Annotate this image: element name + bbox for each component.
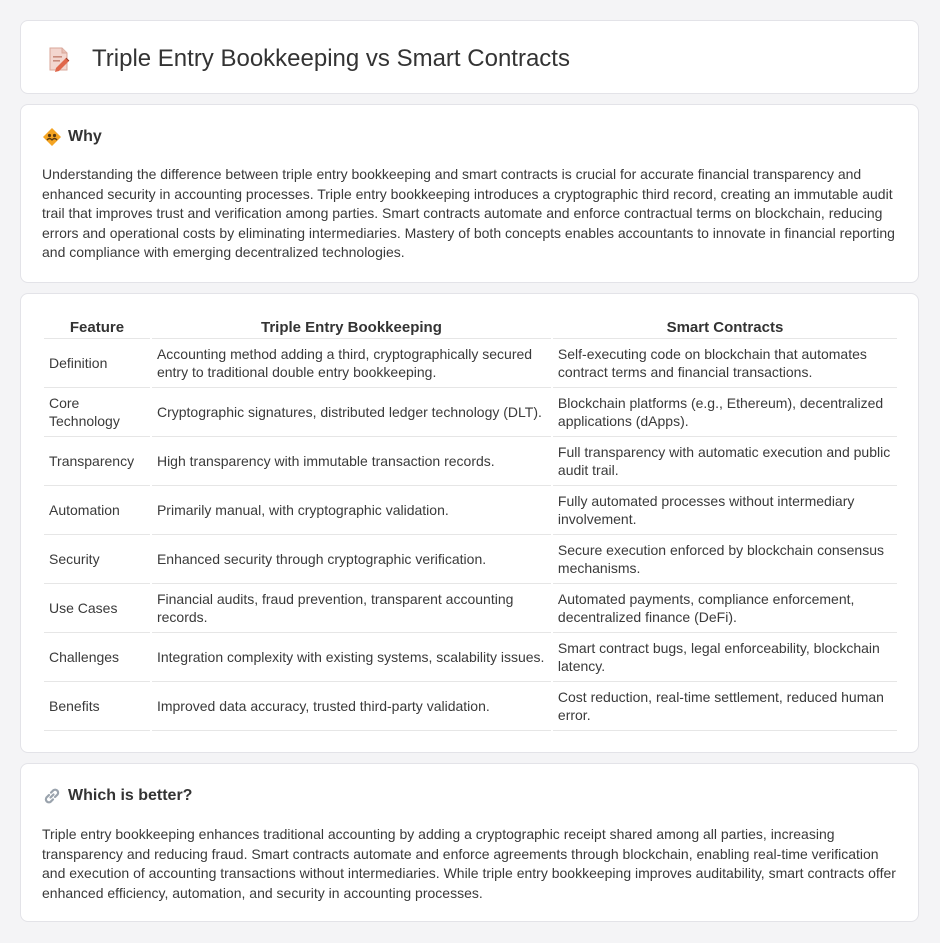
title-row xyxy=(47,45,570,73)
comparison-table xyxy=(42,315,899,731)
feature-cell: Core Technology xyxy=(44,388,150,437)
why-title: Why xyxy=(68,128,102,145)
triple-entry-cell: Accounting method adding a third, cryptographically secured entry to traditional double entry bookkeeping. xyxy=(152,339,551,388)
feature-cell: Security xyxy=(44,535,150,584)
table-header-row xyxy=(44,315,897,339)
table-row xyxy=(44,486,897,535)
why-section xyxy=(20,104,919,283)
smart-contracts-cell: Blockchain platforms (e.g., Ethereum), decentralized applications (dApps). xyxy=(553,388,897,437)
table-row xyxy=(44,633,897,682)
header-feature: Feature xyxy=(44,315,150,339)
smart-contracts-cell: Self-executing code on blockchain that automates contract terms and financial transactions. xyxy=(553,339,897,388)
feature-cell: Definition xyxy=(44,339,150,388)
smart-contracts-cell: Fully automated processes without intermediary involvement. xyxy=(553,486,897,535)
page-title: Triple Entry Bookkeeping vs Smart Contracts xyxy=(92,45,570,72)
which-is-better-section xyxy=(20,763,919,922)
feature-cell: Benefits xyxy=(44,682,150,731)
feature-cell: Automation xyxy=(44,486,150,535)
why-text: Understanding the difference between triple entry bookkeeping and smart contracts is crucial for accurate financial transparency and enhanced security in accounting processes. Triple entry bookkeeping introduces a cryptographic third record, creating an immutable audit trail that improves trust and verification among parties. Smart contracts automate and enforce contractual terms on blockchain, reducing errors and operational costs by eliminating intermediaries. Mastery of both concepts enables accountants to innovate in financial reporting and compliance with emerging decentralized technologies. xyxy=(42,166,895,260)
triple-entry-cell: Improved data accuracy, trusted third-party validation. xyxy=(152,682,551,731)
table-row xyxy=(44,388,897,437)
triple-entry-cell: Integration complexity with existing systems, scalability issues. xyxy=(152,633,551,682)
feature-cell: Use Cases xyxy=(44,584,150,633)
smart-contracts-cell: Automated payments, compliance enforcement, decentralized finance (DeFi). xyxy=(553,584,897,633)
better-text: Triple entry bookkeeping enhances traditional accounting by adding a cryptographic receipt shared among all parties, increasing transparency and reducing fraud. Smart contracts automate and enforce agreements through blockchain, enabling real-time verification and execution of accounting transactions without intermediaries. While triple entry bookkeeping improves auditability, smart contracts offer enhanced efficiency, automation, and security in accounting processes. xyxy=(42,826,896,901)
table-row xyxy=(44,535,897,584)
better-heading xyxy=(42,786,192,806)
table-row xyxy=(44,584,897,633)
triple-entry-cell: Cryptographic signatures, distributed ledger technology (DLT). xyxy=(152,388,551,437)
smart-contracts-cell: Secure execution enforced by blockchain consensus mechanisms. xyxy=(553,535,897,584)
comparison-table-card xyxy=(20,293,919,753)
document-edit-icon xyxy=(47,46,71,72)
smart-contracts-cell: Cost reduction, real-time settlement, reduced human error. xyxy=(553,682,897,731)
table-row xyxy=(44,437,897,486)
table-row xyxy=(44,682,897,731)
triple-entry-cell: Enhanced security through cryptographic verification. xyxy=(152,535,551,584)
link-icon xyxy=(42,786,62,806)
header-card xyxy=(20,20,919,94)
triple-entry-cell: High transparency with immutable transaction records. xyxy=(152,437,551,486)
why-heading xyxy=(42,127,102,147)
feature-cell: Challenges xyxy=(44,633,150,682)
feature-cell: Transparency xyxy=(44,437,150,486)
better-title: Which is better? xyxy=(68,787,193,804)
header-smart-contracts: Smart Contracts xyxy=(553,315,897,339)
table-row xyxy=(44,339,897,388)
smart-contracts-cell: Full transparency with automatic execution and public audit trail. xyxy=(553,437,897,486)
smart-contracts-cell: Smart contract bugs, legal enforceability, blockchain latency. xyxy=(553,633,897,682)
triple-entry-cell: Financial audits, fraud prevention, transparent accounting records. xyxy=(152,584,551,633)
header-triple-entry: Triple Entry Bookkeeping xyxy=(152,315,551,339)
triple-entry-cell: Primarily manual, with cryptographic validation. xyxy=(152,486,551,535)
diamond-people-icon xyxy=(42,127,62,147)
